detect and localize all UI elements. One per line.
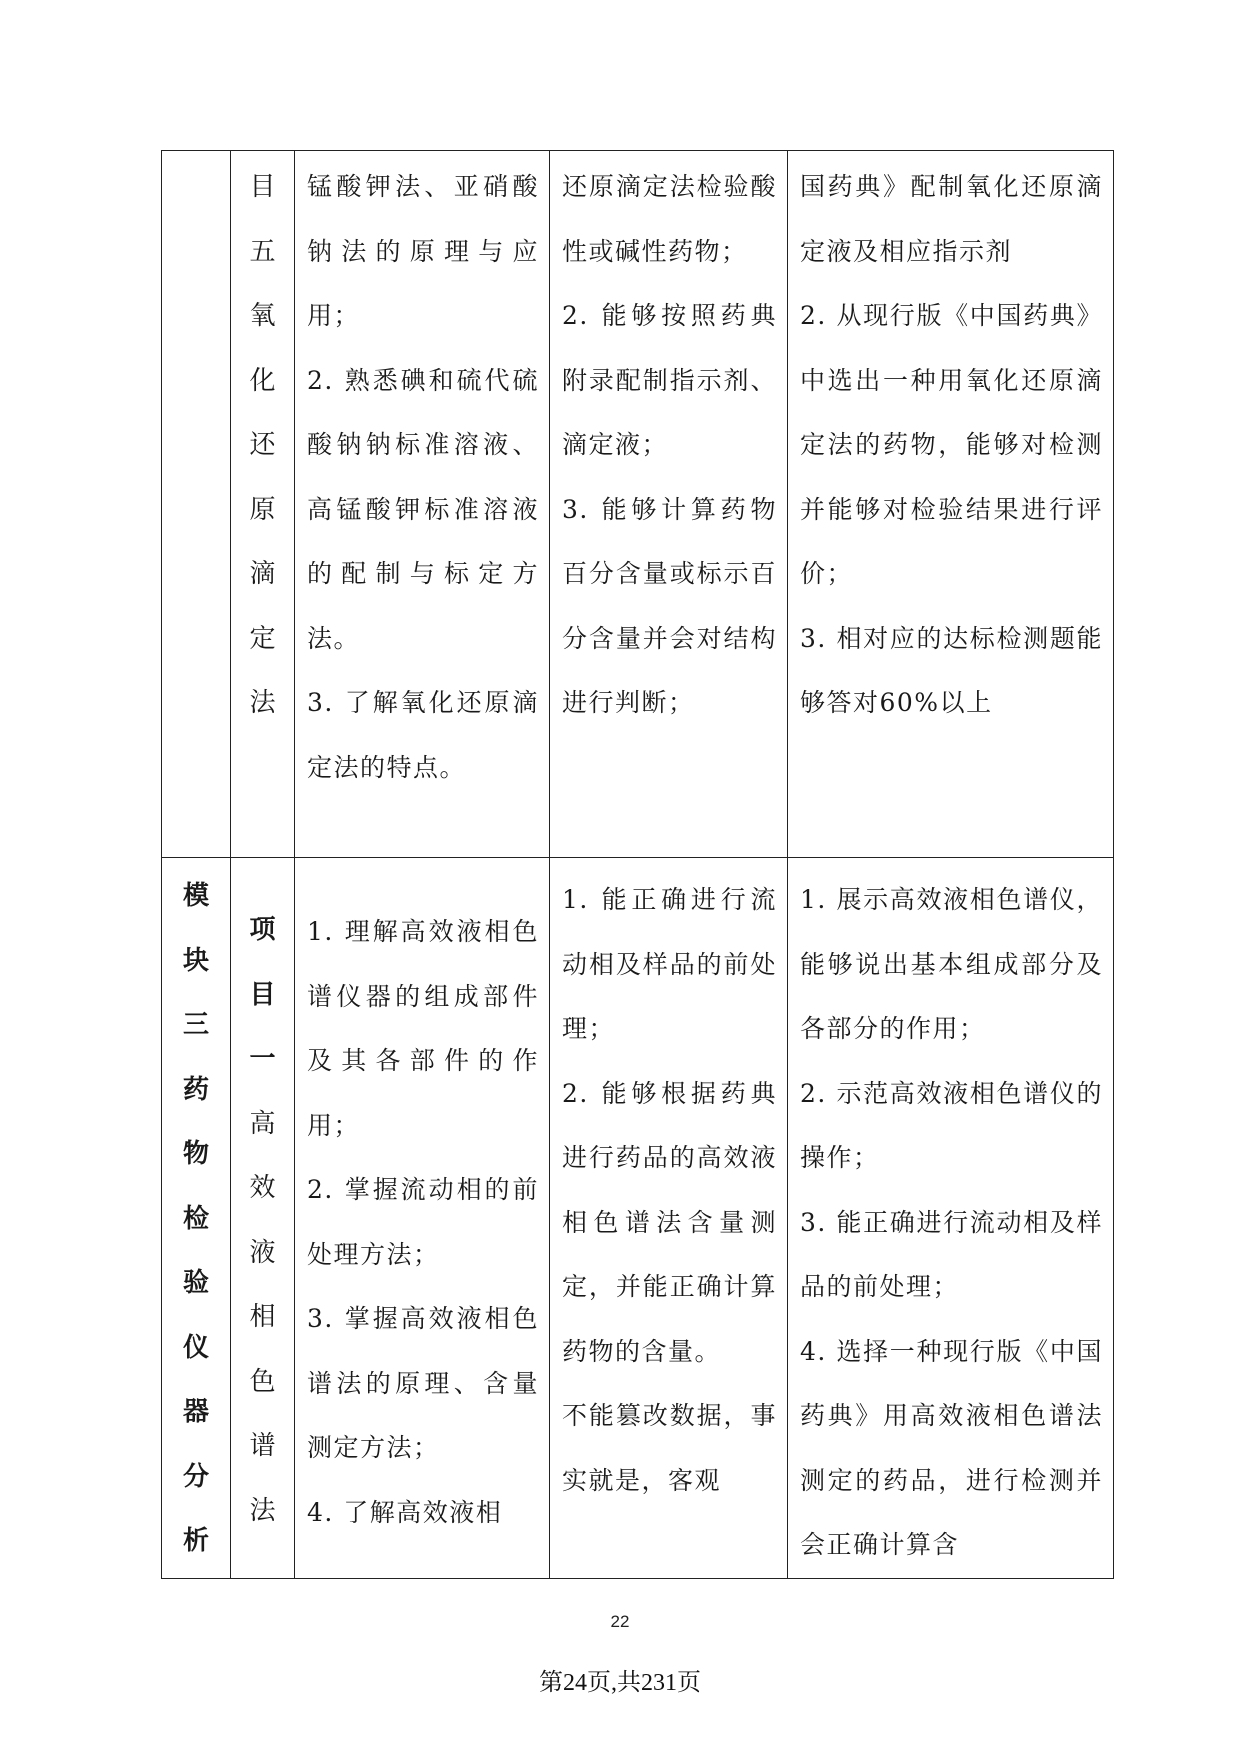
knowledge-text: 锰酸钾法、亚硝酸钠法的原理与应用； 2. 熟悉碘和硫代硫酸钠钠标准溶液、高锰酸钾标准溶液的配制与标定方法。 3. 了解氧化还原滴定法的特点。 xyxy=(307,172,539,782)
page-info: 第24页,共231页 xyxy=(539,1670,701,1696)
knowledge-cell xyxy=(295,858,550,1579)
skills-cell xyxy=(550,151,788,858)
page-number: 22 xyxy=(610,1612,630,1631)
project-cell xyxy=(231,151,295,858)
skills-text: 1. 能正确进行流动相及样品的前处理； 2. 能够根据药典进行药品的高效液相色谱法含量测定，并能正确计算药物的含量。 不能篡改数据，事实就是，客观 xyxy=(562,885,777,1495)
table-row xyxy=(162,858,1114,1579)
module-cell xyxy=(162,151,231,858)
activities-cell xyxy=(788,858,1114,1579)
knowledge-text: 1. 理解高效液相色谱仪器的组成部件及其各部件的作用； 2. 掌握流动相的前处理方法； 3. 掌握高效液相色谱法的原理、含量测定方法； 4. 了解高效液相 xyxy=(307,917,539,1527)
activities-text: 1. 展示高效液相色谱仪，能够说出基本组成部分及各部分的作用； 2. 示范高效液相色谱仪的操作； 3. 能正确进行流动相及样品的前处理； 4. 选择一种现行版《中国药典》用高效液相色谱法测定的药品，进行检测并会正确计算含 xyxy=(800,885,1103,1559)
table-row xyxy=(162,151,1114,858)
project-number-label: 项 目 一 xyxy=(249,915,276,1074)
module-label xyxy=(162,151,230,155)
module-cell xyxy=(162,858,231,1579)
knowledge-cell xyxy=(295,151,550,858)
curriculum-table xyxy=(161,150,1114,1579)
project-label: 目 五 氧 化 还 原 滴 定 法 xyxy=(249,172,276,718)
activities-text: 国药典》配制氧化还原滴定液及相应指示剂 2. 从现行版《中国药典》中选出一种用氧化还原滴定法的药物，能够对检测并能够对检验结果进行评价； 3. 相对应的达标检测题能够答对60%以上 xyxy=(800,172,1103,717)
module-label: 模 块 三 药 物 检 验 仪 器 分 析 xyxy=(182,881,209,1556)
project-cell xyxy=(231,858,295,1579)
skills-cell xyxy=(550,858,788,1579)
skills-text: 还原滴定法检验酸性或碱性药物； 2. 能够按照药典附录配制指示剂、滴定液； 3. 能够计算药物百分含量或标示百分含量并会对结构进行判断； xyxy=(562,172,777,717)
project-name-label: 高 效 液 相 色 谱 法 xyxy=(249,1108,276,1526)
activities-cell xyxy=(788,151,1114,858)
